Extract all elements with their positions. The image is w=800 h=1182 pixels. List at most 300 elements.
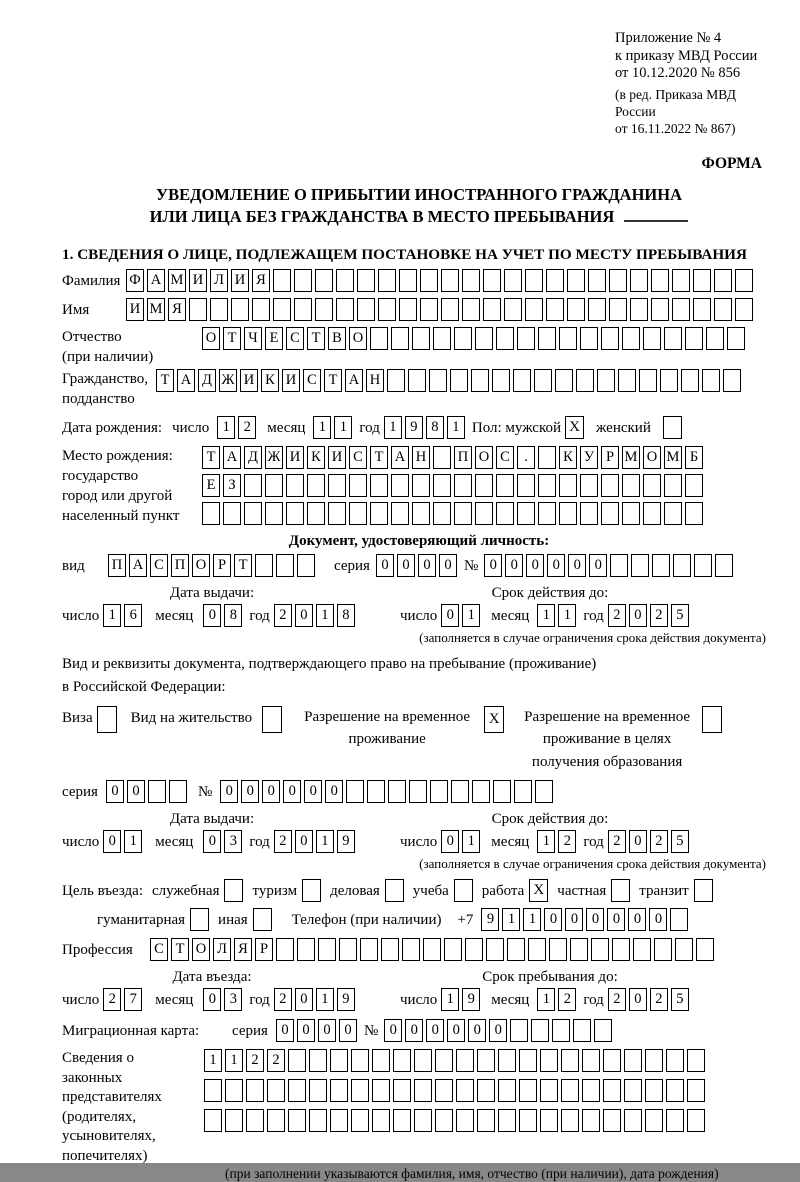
- form-cell[interactable]: [694, 554, 712, 577]
- form-cell[interactable]: 0: [241, 780, 259, 803]
- form-cell[interactable]: [624, 1079, 642, 1102]
- form-cell[interactable]: [330, 1049, 348, 1072]
- form-cell[interactable]: Е: [265, 327, 283, 350]
- form-cell[interactable]: [687, 1109, 705, 1132]
- form-cell[interactable]: [433, 327, 451, 350]
- form-cell[interactable]: 0: [607, 908, 625, 931]
- form-cell[interactable]: [372, 1109, 390, 1132]
- form-cell[interactable]: 0: [295, 830, 313, 853]
- form-cell[interactable]: [330, 1109, 348, 1132]
- form-cell[interactable]: [643, 474, 661, 497]
- form-cell[interactable]: 2: [103, 988, 121, 1011]
- form-cell[interactable]: 1: [558, 604, 576, 627]
- form-cell[interactable]: [610, 554, 628, 577]
- form-cell[interactable]: Ч: [244, 327, 262, 350]
- form-cell[interactable]: [685, 474, 703, 497]
- form-cell[interactable]: А: [177, 369, 195, 392]
- form-cell[interactable]: 0: [526, 554, 544, 577]
- form-cell[interactable]: [450, 369, 468, 392]
- sex-female-checkbox[interactable]: [663, 416, 682, 439]
- purpose-option-checkbox[interactable]: [611, 879, 630, 902]
- form-cell[interactable]: [519, 1079, 537, 1102]
- form-cell[interactable]: 8: [224, 604, 242, 627]
- form-cell[interactable]: [496, 327, 514, 350]
- form-cell[interactable]: [492, 369, 510, 392]
- form-cell[interactable]: Д: [198, 369, 216, 392]
- form-cell[interactable]: 5: [671, 604, 689, 627]
- form-cell[interactable]: [391, 327, 409, 350]
- form-cell[interactable]: И: [189, 269, 207, 292]
- form-cell[interactable]: 2: [274, 830, 292, 853]
- form-cell[interactable]: [666, 1049, 684, 1072]
- form-cell[interactable]: [454, 327, 472, 350]
- form-cell[interactable]: П: [454, 446, 472, 469]
- form-cell[interactable]: [273, 298, 291, 321]
- form-cell[interactable]: 2: [650, 830, 668, 853]
- form-cell[interactable]: [414, 1049, 432, 1072]
- form-cell[interactable]: С: [303, 369, 321, 392]
- form-cell[interactable]: [582, 1079, 600, 1102]
- form-cell[interactable]: И: [286, 446, 304, 469]
- form-cell[interactable]: 2: [274, 604, 292, 627]
- form-cell[interactable]: М: [664, 446, 682, 469]
- form-cell[interactable]: 2: [558, 988, 576, 1011]
- form-cell[interactable]: [204, 1109, 222, 1132]
- form-cell[interactable]: [580, 327, 598, 350]
- form-cell[interactable]: [288, 1079, 306, 1102]
- form-cell[interactable]: [555, 369, 573, 392]
- form-cell[interactable]: С: [496, 446, 514, 469]
- form-cell[interactable]: [654, 938, 672, 961]
- form-cell[interactable]: [601, 502, 619, 525]
- form-cell[interactable]: 1: [384, 416, 402, 439]
- form-cell[interactable]: 1: [441, 988, 459, 1011]
- form-cell[interactable]: 1: [316, 604, 334, 627]
- form-cell[interactable]: 0: [318, 1019, 336, 1042]
- form-cell[interactable]: [645, 1109, 663, 1132]
- form-cell[interactable]: [225, 1109, 243, 1132]
- form-cell[interactable]: [540, 1049, 558, 1072]
- form-cell[interactable]: О: [202, 327, 220, 350]
- form-cell[interactable]: [351, 1079, 369, 1102]
- form-cell[interactable]: [336, 269, 354, 292]
- form-cell[interactable]: 0: [489, 1019, 507, 1042]
- form-cell[interactable]: 0: [468, 1019, 486, 1042]
- form-cell[interactable]: [451, 780, 469, 803]
- form-cell[interactable]: [367, 780, 385, 803]
- form-cell[interactable]: [246, 1109, 264, 1132]
- sex-male-checkbox[interactable]: X: [565, 416, 584, 439]
- form-cell[interactable]: [370, 474, 388, 497]
- form-cell[interactable]: [294, 298, 312, 321]
- form-cell[interactable]: [675, 938, 693, 961]
- form-cell[interactable]: [471, 369, 489, 392]
- form-cell[interactable]: [309, 1049, 327, 1072]
- form-cell[interactable]: [370, 327, 388, 350]
- form-cell[interactable]: [639, 369, 657, 392]
- form-cell[interactable]: С: [150, 554, 168, 577]
- form-cell[interactable]: [294, 269, 312, 292]
- form-cell[interactable]: [414, 1109, 432, 1132]
- form-cell[interactable]: [559, 474, 577, 497]
- form-cell[interactable]: Я: [168, 298, 186, 321]
- form-cell[interactable]: [387, 369, 405, 392]
- form-cell[interactable]: [309, 1079, 327, 1102]
- purpose-option-checkbox[interactable]: [253, 908, 272, 931]
- form-cell[interactable]: Т: [307, 327, 325, 350]
- form-cell[interactable]: [420, 298, 438, 321]
- edu-permit-checkbox[interactable]: [702, 706, 722, 733]
- form-cell[interactable]: [456, 1079, 474, 1102]
- form-cell[interactable]: [538, 327, 556, 350]
- form-cell[interactable]: [315, 269, 333, 292]
- form-cell[interactable]: [477, 1079, 495, 1102]
- form-cell[interactable]: [633, 938, 651, 961]
- form-cell[interactable]: Я: [234, 938, 252, 961]
- form-cell[interactable]: [582, 1049, 600, 1072]
- form-cell[interactable]: О: [349, 327, 367, 350]
- form-cell[interactable]: 0: [629, 988, 647, 1011]
- form-cell[interactable]: Т: [223, 327, 241, 350]
- form-cell[interactable]: [630, 298, 648, 321]
- form-cell[interactable]: [430, 780, 448, 803]
- form-cell[interactable]: 0: [283, 780, 301, 803]
- form-cell[interactable]: [643, 502, 661, 525]
- form-cell[interactable]: Р: [213, 554, 231, 577]
- form-cell[interactable]: [645, 1049, 663, 1072]
- form-cell[interactable]: [483, 269, 501, 292]
- form-cell[interactable]: [685, 502, 703, 525]
- form-cell[interactable]: [244, 474, 262, 497]
- form-cell[interactable]: [202, 502, 220, 525]
- form-cell[interactable]: З: [223, 474, 241, 497]
- form-cell[interactable]: 0: [304, 780, 322, 803]
- form-cell[interactable]: [402, 938, 420, 961]
- form-cell[interactable]: 1: [316, 988, 334, 1011]
- form-cell[interactable]: 3: [224, 988, 242, 1011]
- form-cell[interactable]: [454, 474, 472, 497]
- form-cell[interactable]: [597, 369, 615, 392]
- form-cell[interactable]: [588, 298, 606, 321]
- form-cell[interactable]: А: [391, 446, 409, 469]
- form-cell[interactable]: 0: [325, 780, 343, 803]
- form-cell[interactable]: М: [147, 298, 165, 321]
- form-cell[interactable]: [666, 1109, 684, 1132]
- form-cell[interactable]: [441, 269, 459, 292]
- form-cell[interactable]: 0: [418, 554, 436, 577]
- form-cell[interactable]: [559, 502, 577, 525]
- form-cell[interactable]: 2: [246, 1049, 264, 1072]
- form-cell[interactable]: [408, 369, 426, 392]
- form-cell[interactable]: [588, 269, 606, 292]
- form-cell[interactable]: [687, 1079, 705, 1102]
- form-cell[interactable]: [582, 1109, 600, 1132]
- form-cell[interactable]: [549, 938, 567, 961]
- form-cell[interactable]: [624, 1049, 642, 1072]
- form-cell[interactable]: 0: [505, 554, 523, 577]
- form-cell[interactable]: [456, 1049, 474, 1072]
- form-cell[interactable]: [315, 298, 333, 321]
- form-cell[interactable]: [351, 1109, 369, 1132]
- form-cell[interactable]: М: [168, 269, 186, 292]
- form-cell[interactable]: [318, 938, 336, 961]
- form-cell[interactable]: [475, 502, 493, 525]
- form-cell[interactable]: [297, 938, 315, 961]
- form-cell[interactable]: [339, 938, 357, 961]
- form-cell[interactable]: 2: [650, 604, 668, 627]
- form-cell[interactable]: 0: [295, 988, 313, 1011]
- form-cell[interactable]: [727, 327, 745, 350]
- form-cell[interactable]: [714, 269, 732, 292]
- form-cell[interactable]: [601, 474, 619, 497]
- form-cell[interactable]: [622, 327, 640, 350]
- form-cell[interactable]: У: [580, 446, 598, 469]
- form-cell[interactable]: [681, 369, 699, 392]
- form-cell[interactable]: [514, 780, 532, 803]
- form-cell[interactable]: [286, 502, 304, 525]
- form-cell[interactable]: [538, 446, 556, 469]
- form-cell[interactable]: [603, 1079, 621, 1102]
- form-cell[interactable]: И: [240, 369, 258, 392]
- form-cell[interactable]: [414, 1079, 432, 1102]
- form-cell[interactable]: 0: [405, 1019, 423, 1042]
- form-cell[interactable]: [483, 298, 501, 321]
- form-cell[interactable]: [423, 938, 441, 961]
- form-cell[interactable]: [462, 298, 480, 321]
- form-cell[interactable]: 0: [127, 780, 145, 803]
- form-cell[interactable]: [328, 502, 346, 525]
- form-cell[interactable]: [412, 502, 430, 525]
- form-cell[interactable]: В: [328, 327, 346, 350]
- purpose-option-checkbox[interactable]: [224, 879, 243, 902]
- form-cell[interactable]: [603, 1109, 621, 1132]
- form-cell[interactable]: [645, 1079, 663, 1102]
- form-cell[interactable]: [693, 298, 711, 321]
- form-cell[interactable]: 9: [405, 416, 423, 439]
- form-cell[interactable]: [552, 1019, 570, 1042]
- form-cell[interactable]: Ж: [219, 369, 237, 392]
- form-cell[interactable]: Д: [244, 446, 262, 469]
- form-cell[interactable]: [231, 298, 249, 321]
- form-cell[interactable]: [349, 474, 367, 497]
- form-cell[interactable]: [498, 1049, 516, 1072]
- form-cell[interactable]: [580, 474, 598, 497]
- form-cell[interactable]: [510, 1019, 528, 1042]
- form-cell[interactable]: [622, 502, 640, 525]
- form-cell[interactable]: [346, 780, 364, 803]
- form-cell[interactable]: 7: [124, 988, 142, 1011]
- form-cell[interactable]: Т: [234, 554, 252, 577]
- form-cell[interactable]: [631, 554, 649, 577]
- form-cell[interactable]: С: [150, 938, 168, 961]
- form-cell[interactable]: 0: [447, 1019, 465, 1042]
- form-cell[interactable]: Б: [685, 446, 703, 469]
- form-cell[interactable]: [570, 938, 588, 961]
- purpose-option-checkbox[interactable]: [694, 879, 713, 902]
- form-cell[interactable]: 0: [441, 604, 459, 627]
- form-cell[interactable]: [630, 269, 648, 292]
- form-cell[interactable]: 0: [262, 780, 280, 803]
- form-cell[interactable]: [307, 502, 325, 525]
- form-cell[interactable]: [594, 1019, 612, 1042]
- form-cell[interactable]: [357, 298, 375, 321]
- form-cell[interactable]: [381, 938, 399, 961]
- form-cell[interactable]: 0: [295, 604, 313, 627]
- form-cell[interactable]: [664, 474, 682, 497]
- form-cell[interactable]: О: [192, 938, 210, 961]
- form-cell[interactable]: 2: [274, 988, 292, 1011]
- form-cell[interactable]: 2: [608, 988, 626, 1011]
- form-cell[interactable]: 0: [376, 554, 394, 577]
- form-cell[interactable]: [433, 502, 451, 525]
- form-cell[interactable]: [714, 298, 732, 321]
- form-cell[interactable]: [388, 780, 406, 803]
- form-cell[interactable]: Я: [252, 269, 270, 292]
- form-cell[interactable]: [546, 298, 564, 321]
- form-cell[interactable]: [672, 269, 690, 292]
- form-cell[interactable]: [531, 1019, 549, 1042]
- form-cell[interactable]: 1: [537, 830, 555, 853]
- form-cell[interactable]: 1: [316, 830, 334, 853]
- form-cell[interactable]: [433, 446, 451, 469]
- form-cell[interactable]: 0: [426, 1019, 444, 1042]
- form-cell[interactable]: [735, 298, 753, 321]
- form-cell[interactable]: 2: [608, 830, 626, 853]
- form-cell[interactable]: 0: [547, 554, 565, 577]
- form-cell[interactable]: [297, 554, 315, 577]
- form-cell[interactable]: 6: [124, 604, 142, 627]
- form-cell[interactable]: А: [223, 446, 241, 469]
- form-cell[interactable]: 2: [267, 1049, 285, 1072]
- form-cell[interactable]: А: [345, 369, 363, 392]
- form-cell[interactable]: [336, 298, 354, 321]
- form-cell[interactable]: К: [261, 369, 279, 392]
- form-cell[interactable]: [652, 554, 670, 577]
- form-cell[interactable]: 0: [203, 604, 221, 627]
- form-cell[interactable]: [612, 938, 630, 961]
- form-cell[interactable]: 0: [628, 908, 646, 931]
- form-cell[interactable]: [651, 269, 669, 292]
- form-cell[interactable]: [330, 1079, 348, 1102]
- form-cell[interactable]: [643, 327, 661, 350]
- form-cell[interactable]: Р: [255, 938, 273, 961]
- form-cell[interactable]: Н: [412, 446, 430, 469]
- form-cell[interactable]: [409, 780, 427, 803]
- form-cell[interactable]: Р: [601, 446, 619, 469]
- form-cell[interactable]: О: [475, 446, 493, 469]
- form-cell[interactable]: 0: [397, 554, 415, 577]
- form-cell[interactable]: 0: [439, 554, 457, 577]
- form-cell[interactable]: [513, 369, 531, 392]
- form-cell[interactable]: 1: [523, 908, 541, 931]
- form-cell[interactable]: [454, 502, 472, 525]
- form-cell[interactable]: [357, 269, 375, 292]
- form-cell[interactable]: 2: [608, 604, 626, 627]
- form-cell[interactable]: Т: [156, 369, 174, 392]
- form-cell[interactable]: О: [643, 446, 661, 469]
- form-cell[interactable]: 0: [565, 908, 583, 931]
- form-cell[interactable]: [444, 938, 462, 961]
- form-cell[interactable]: [462, 269, 480, 292]
- purpose-option-checkbox[interactable]: [385, 879, 404, 902]
- form-cell[interactable]: [517, 502, 535, 525]
- form-cell[interactable]: [723, 369, 741, 392]
- form-cell[interactable]: .: [517, 446, 535, 469]
- form-cell[interactable]: 5: [671, 988, 689, 1011]
- purpose-option-checkbox[interactable]: [302, 879, 321, 902]
- form-cell[interactable]: [696, 938, 714, 961]
- form-cell[interactable]: [624, 1109, 642, 1132]
- form-cell[interactable]: Л: [213, 938, 231, 961]
- form-cell[interactable]: [378, 269, 396, 292]
- form-cell[interactable]: 0: [589, 554, 607, 577]
- form-cell[interactable]: [393, 1109, 411, 1132]
- form-cell[interactable]: А: [147, 269, 165, 292]
- form-cell[interactable]: П: [171, 554, 189, 577]
- form-cell[interactable]: [210, 298, 228, 321]
- form-cell[interactable]: Н: [366, 369, 384, 392]
- form-cell[interactable]: [435, 1049, 453, 1072]
- form-cell[interactable]: [702, 369, 720, 392]
- form-cell[interactable]: [378, 298, 396, 321]
- form-cell[interactable]: [393, 1079, 411, 1102]
- form-cell[interactable]: [525, 298, 543, 321]
- form-cell[interactable]: Е: [202, 474, 220, 497]
- form-cell[interactable]: 1: [502, 908, 520, 931]
- form-cell[interactable]: [496, 474, 514, 497]
- form-cell[interactable]: [664, 502, 682, 525]
- form-cell[interactable]: [493, 780, 511, 803]
- form-cell[interactable]: А: [129, 554, 147, 577]
- form-cell[interactable]: [706, 327, 724, 350]
- form-cell[interactable]: И: [328, 446, 346, 469]
- form-cell[interactable]: [534, 369, 552, 392]
- form-cell[interactable]: [351, 1049, 369, 1072]
- form-cell[interactable]: 1: [537, 988, 555, 1011]
- form-cell[interactable]: [673, 554, 691, 577]
- form-cell[interactable]: 2: [558, 830, 576, 853]
- form-cell[interactable]: [399, 269, 417, 292]
- form-cell[interactable]: 1: [124, 830, 142, 853]
- form-cell[interactable]: 0: [568, 554, 586, 577]
- form-cell[interactable]: 8: [426, 416, 444, 439]
- form-cell[interactable]: [286, 474, 304, 497]
- form-cell[interactable]: 0: [203, 988, 221, 1011]
- form-cell[interactable]: [465, 938, 483, 961]
- form-cell[interactable]: [580, 502, 598, 525]
- form-cell[interactable]: [517, 327, 535, 350]
- visa-checkbox[interactable]: [97, 706, 117, 733]
- form-cell[interactable]: [540, 1109, 558, 1132]
- form-cell[interactable]: 0: [484, 554, 502, 577]
- form-cell[interactable]: [538, 474, 556, 497]
- form-cell[interactable]: [360, 938, 378, 961]
- form-cell[interactable]: [561, 1109, 579, 1132]
- form-cell[interactable]: [561, 1049, 579, 1072]
- form-cell[interactable]: 5: [671, 830, 689, 853]
- form-cell[interactable]: [573, 1019, 591, 1042]
- form-cell[interactable]: 1: [103, 604, 121, 627]
- form-cell[interactable]: К: [559, 446, 577, 469]
- form-cell[interactable]: [252, 298, 270, 321]
- form-cell[interactable]: [715, 554, 733, 577]
- form-cell[interactable]: [393, 1049, 411, 1072]
- form-cell[interactable]: [244, 502, 262, 525]
- form-cell[interactable]: [496, 502, 514, 525]
- form-cell[interactable]: [498, 1109, 516, 1132]
- form-cell[interactable]: [391, 502, 409, 525]
- form-cell[interactable]: 0: [649, 908, 667, 931]
